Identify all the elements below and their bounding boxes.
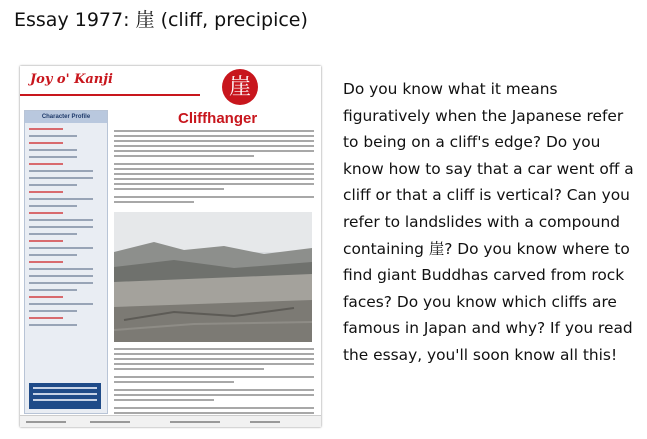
character-profile-header: Character Profile [25,111,107,123]
character-profile-panel [24,110,108,414]
header-rule [20,94,200,96]
article-body-preview [114,130,314,206]
essay-description: Do you know what it means figuratively when the Japanese refer to being on a cliff's edge? Do you know how to say that a car went off a cliff or that a cliff is vertical? Can you refer to landslides with a compound containing 崖? Do you know where to find giant Buddhas carved from rock faces? Do you know which cliffs are famous in Japan and why? If you read the essay, you'll soon know all this! [343,80,634,364]
logo: Joy o' Kanji [30,72,113,87]
read-all-about-it-box [29,383,101,409]
article-title: Cliffhanger [178,110,258,127]
thumbnail-footer [20,415,321,427]
page-title: Essay 1977: 崖 (cliff, precipice) [14,9,308,31]
cliff-photo [114,212,312,342]
essay-preview-image[interactable] [20,66,321,427]
kanji-badge: 崖 [222,69,258,105]
caption-preview [114,348,314,422]
